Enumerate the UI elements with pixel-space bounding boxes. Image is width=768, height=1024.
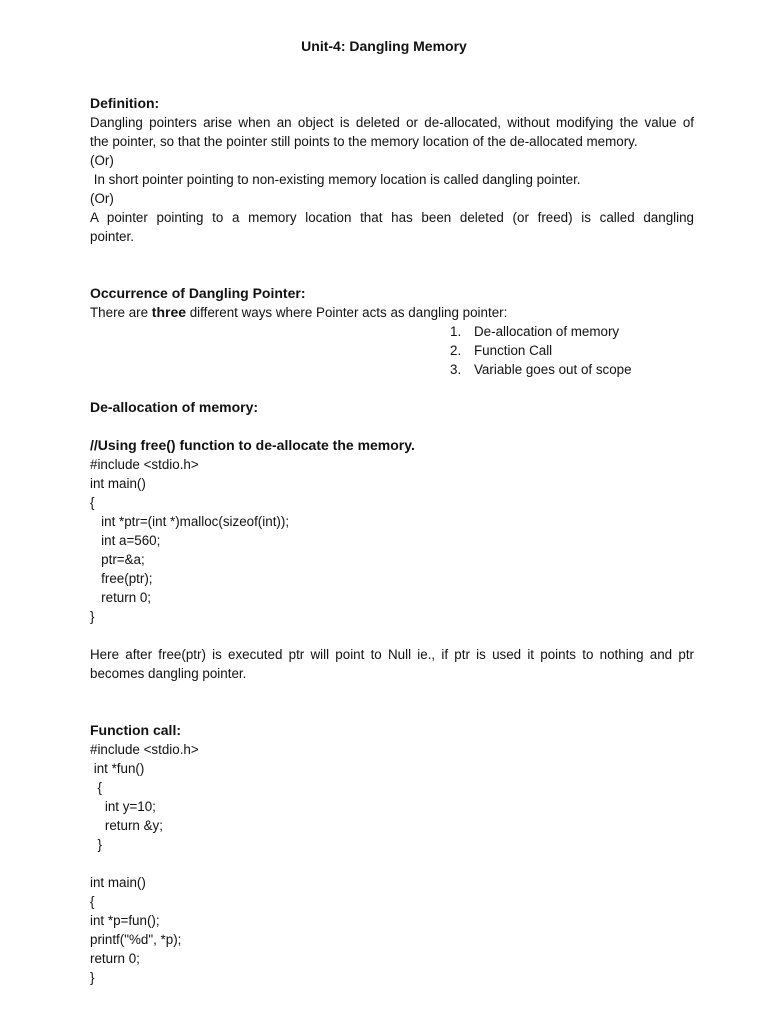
code-line: int y=10; — [90, 799, 156, 814]
code-line: int *ptr=(int *)malloc(sizeof(int)); — [90, 514, 290, 529]
list-item: 2. Function Call — [450, 343, 553, 358]
code-line: int *fun() — [90, 761, 145, 776]
occurrence-intro: There are three different ways where Pointer acts as dangling pointer: — [90, 304, 508, 320]
code-line: { — [90, 780, 102, 795]
code-line: } — [90, 970, 95, 985]
occurrence-heading: Occurrence of Dangling Pointer: — [90, 285, 306, 301]
code-line: ptr=&a; — [90, 552, 145, 567]
or-separator-1: (Or) — [90, 153, 114, 168]
function-call-heading: Function call: — [90, 722, 181, 738]
page-title: Unit-4: Dangling Memory — [301, 38, 467, 54]
code-line: printf("%d", *p); — [90, 932, 182, 947]
code-line: { — [90, 495, 95, 510]
code-block-fun — [90, 740, 694, 854]
deallocation-subheading: //Using free() function to de-allocate the memory. — [90, 437, 415, 453]
deallocation-note-1: Here after free(ptr) is executed ptr will point to Null ie., if ptr is used it points to nothing and ptr — [90, 647, 694, 662]
list-item: 1. De-allocation of memory — [450, 324, 620, 339]
deallocation-heading: De-allocation of memory: — [90, 399, 259, 415]
code-line: int *p=fun(); — [90, 913, 160, 928]
code-line: return 0; — [90, 590, 152, 605]
code-line: return 0; — [90, 951, 140, 966]
code-line: int main() — [90, 875, 146, 890]
code-line: int a=560; — [90, 533, 161, 548]
code-line: #include <stdio.h> — [90, 457, 199, 472]
code-block-deallocation — [90, 455, 694, 626]
three-emphasis: three — [151, 304, 187, 320]
code-line: } — [90, 837, 102, 852]
document-body — [90, 94, 694, 987]
definition-heading: Definition: — [90, 95, 160, 111]
code-line: int main() — [90, 476, 146, 491]
code-block-main — [90, 873, 694, 987]
definition-line-2: the pointer, so that the pointer still points to the memory location of the de-allocated memory. — [90, 134, 638, 149]
definition-line-4: pointer. — [90, 229, 134, 244]
code-line: { — [90, 894, 95, 909]
code-line: } — [90, 609, 95, 624]
deallocation-note-2: becomes dangling pointer. — [90, 666, 247, 681]
code-line: #include <stdio.h> — [90, 742, 199, 757]
list-item: 3. Variable goes out of scope — [450, 362, 632, 377]
or-separator-2: (Or) — [90, 191, 114, 206]
code-line: return &y; — [90, 818, 163, 833]
code-line: free(ptr); — [90, 571, 153, 586]
occurrence-list — [90, 322, 694, 379]
definition-short: In short pointer pointing to non-existing memory location is called dangling pointer. — [90, 172, 581, 187]
definition-line-1: Dangling pointers arise when an object is deleted or de-allocated, without modifying the value of — [90, 115, 694, 130]
definition-line-3: A pointer pointing to a memory location that has been deleted (or freed) is called dangling — [90, 210, 694, 225]
